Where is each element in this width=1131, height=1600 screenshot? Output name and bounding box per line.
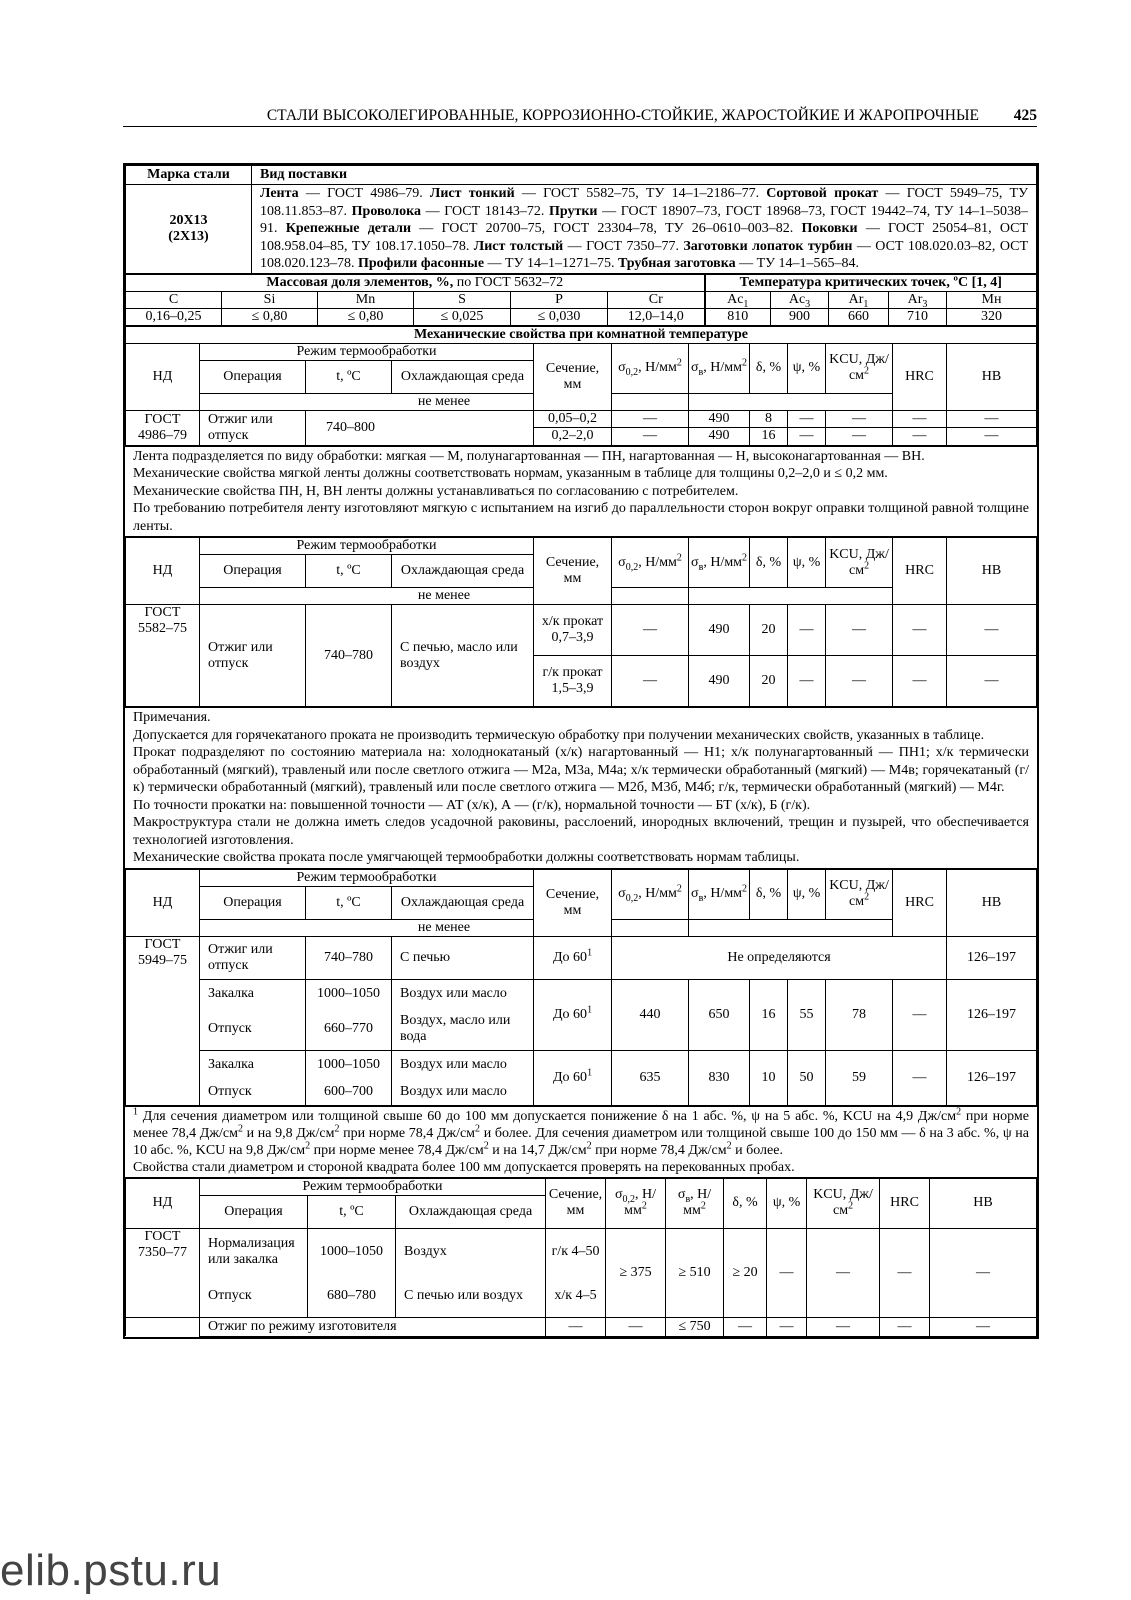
element-value: ≤ 0,030 [511, 308, 608, 325]
medium-header: Охлаждающая среда [392, 886, 534, 919]
table-cell: 126–197 [947, 1050, 1037, 1105]
table-cell: — [947, 410, 1037, 428]
table-cell: 126–197 [947, 936, 1037, 979]
table-cell: 59 [826, 1050, 893, 1105]
nd-header: НД [126, 1178, 200, 1228]
grade-label: Марка стали [126, 166, 252, 185]
table-cell: х/к прокат 0,7–3,9 [534, 605, 612, 656]
table-cell: 740–780 [306, 936, 392, 979]
regime-header: Режим термообработки [200, 538, 534, 555]
table-cell: 830 [689, 1050, 750, 1105]
table-cell: Воздух или масло [392, 1050, 534, 1079]
table-cell: — [826, 605, 893, 656]
critical-point: $Ac_1$ [705, 291, 771, 308]
table-cell: по ГОСТ 5632–72 [453, 274, 564, 290]
table-cell: — [947, 428, 1037, 446]
hb-header: НВ [947, 343, 1037, 410]
note-paragraph: $^1$ Для сечения диаметром или толщиной свыше 60 до 100 мм допускается понижение δ на 1 абс. %, ψ на 5 абс. %, KCU на 4,9 $Дж/см^2$ при норме менее 78,4 $Дж/см^2$ и на 9,8 $Дж/см^2$ при норме 78,4 $Дж/см^2$ и более. Для сечения диаметром или толщиной свыше 100 до 150 мм — δ на 3 абс. %, ψ на 10 абс. %, KCU на 9,8 $Дж/см^2$ при норме менее 78,4 $Дж/см^2$ и на 14,7 $Дж/см^2$ при норме 78,4 $Дж/см^2$ и более. [133, 1105, 1029, 1158]
hrc-header: HRC [893, 343, 947, 410]
table-cell: 490 [689, 656, 750, 707]
critical-point: $Ac_3$ [771, 291, 829, 308]
impact-header: KCU, $Дж/см^2$ [826, 538, 893, 588]
not-determined: Не определяются [612, 936, 947, 979]
table-cell: 8 [750, 410, 788, 428]
annealing-row-label: Отжиг по режиму изготовителя [200, 1317, 546, 1336]
hrc-header: HRC [893, 869, 947, 936]
mech-table-tape [125, 326, 1037, 446]
note-paragraph: Механические свойства проката после умягчающей термообработки должны соответствовать нормам таблицы. [133, 850, 800, 865]
section-header: Сечение, мм [534, 538, 612, 605]
tensile-header: $\sigma_в$, $Н/мм^2$ [689, 343, 750, 393]
note-paragraph: Механические свойства ПН, Н, ВН ленты должны устанавливаться по согласованию с потребителем. [133, 483, 739, 499]
table-cell: 20 [750, 605, 788, 656]
critical-value: 810 [705, 308, 771, 325]
table-cell: — [546, 1317, 606, 1336]
running-header [123, 104, 1037, 127]
table-cell: 490 [689, 428, 750, 446]
table-cell: До $60^1$ [534, 936, 612, 979]
critical-value: 320 [947, 308, 1037, 325]
table-cell: Воздух [396, 1228, 546, 1275]
table-cell: До $60^1$ [534, 1050, 612, 1105]
table-cell: 490 [689, 410, 750, 428]
note-paragraph: Примечания. [133, 710, 211, 725]
yield-header: $\sigma_{0,2}$, $Н/мм^2$ [612, 343, 689, 393]
table-cell: — [893, 428, 947, 446]
table-cell: — [788, 410, 826, 428]
table-cell: — [826, 656, 893, 707]
supply-table [125, 165, 1037, 274]
note-paragraph: Свойства стали диаметром и стороной квадрата более 100 мм допускается проверять на перекованных пробах. [133, 1159, 795, 1175]
reduction-header: ψ, % [788, 343, 826, 393]
composition-table [125, 274, 1037, 326]
table-cell: Отпуск [200, 1275, 308, 1318]
temp-header: t, ºС [306, 555, 392, 588]
watermark: elib.pstu.ru [0, 1546, 222, 1595]
table-cell: — [880, 1228, 930, 1317]
temp-header: t, ºС [308, 1195, 396, 1228]
operation-header: Операция [200, 555, 306, 588]
tensile-header: $\sigma_в$, $Н/мм^2$ [689, 538, 750, 588]
table-cell: Отпуск [200, 1079, 306, 1106]
tape-notes [125, 446, 1037, 538]
nd-cell: ГОСТ 7350–77 [126, 1228, 200, 1317]
table-cell: — [947, 605, 1037, 656]
element-Si: Si [222, 291, 318, 308]
table-cell: До $60^1$ [534, 979, 612, 1050]
critical-point: $Ar_3$ [889, 291, 947, 308]
grade-alt-code: (2Х13) [168, 228, 209, 244]
element-P: P [511, 291, 608, 308]
table-cell: — [893, 1050, 947, 1105]
nd-header: НД [126, 538, 200, 605]
section-header: Сечение, мм [546, 1178, 606, 1228]
grade-name [126, 185, 252, 274]
empty-cell [126, 1317, 200, 1336]
table-cell: — [612, 656, 689, 707]
table-cell: 490 [689, 605, 750, 656]
table-cell: 600–700 [306, 1079, 392, 1106]
composition-elements-row [126, 291, 1037, 308]
mech-table-thin-sheet [125, 537, 1037, 707]
operation-header: Операция [200, 360, 306, 393]
mech-title: Механические свойства при комнатной температуре [126, 326, 1037, 343]
page-number: 425 [1013, 107, 1037, 124]
critical-value: 710 [889, 308, 947, 325]
note-paragraph: Лента подразделяется по виду обработки: мягкая — М, полунагартованная — ПН, нагартованная — Н, высоконагартованная — ВН. [133, 448, 925, 464]
table-cell: 1000–1050 [306, 1050, 392, 1079]
table-cell: — [930, 1228, 1037, 1317]
yield-header: $\sigma_{0,2}$, $Н/мм^2$ [606, 1178, 666, 1228]
table-cell: — [724, 1317, 767, 1336]
element-C: C [126, 291, 222, 308]
temperature-cell: 740–780 [306, 605, 392, 707]
table-cell: С печью [392, 936, 534, 979]
table-cell: — [893, 656, 947, 707]
min-header: не менее [200, 919, 689, 936]
nd-cell: ГОСТ 5949–75 [126, 936, 200, 1105]
regime-header: Режим термообработки [200, 343, 534, 360]
operation-header: Операция [200, 1195, 308, 1228]
note-paragraph: Допускается для горячекатаного проката не производить термическую обработку при получении механических свойств, указанных в таблице. [133, 727, 985, 743]
element-value: ≤ 0,80 [318, 308, 414, 325]
table-cell: Закалка [200, 1050, 306, 1079]
table-cell: 635 [612, 1050, 689, 1105]
mech-table-thick-sheet [125, 1178, 1037, 1337]
operation-cell: Отжиг или отпуск [200, 410, 306, 445]
table-cell: — [807, 1317, 880, 1336]
table-cell: — [893, 410, 947, 428]
regime-header: Режим термообработки [200, 1178, 546, 1195]
table-cell: 650 [689, 979, 750, 1050]
table-cell: Отжиг или отпуск [200, 936, 306, 979]
elongation-header: δ, % [750, 538, 788, 588]
min-header: не менее [200, 588, 689, 605]
table-cell: — [767, 1317, 807, 1336]
table-cell: ≥ 375 [606, 1228, 666, 1317]
reduction-header: ψ, % [788, 538, 826, 588]
elongation-header: δ, % [750, 343, 788, 393]
section-header: Сечение, мм [534, 343, 612, 410]
impact-header: KCU, $Дж/см^2$ [826, 869, 893, 919]
table-cell: Воздух, масло или вода [392, 1008, 534, 1051]
table-cell: Отпуск [200, 1008, 306, 1051]
table-cell: — [612, 605, 689, 656]
note-paragraph: Макроструктура стали не должна иметь следов усадочной раковины, расслоений, инородных включений, трещин и пузырей, что обеспечивается технологией изготовления. [133, 815, 1029, 848]
nd-header: НД [126, 869, 200, 936]
thin-sheet-notes [125, 707, 1037, 869]
hrc-header: HRC [893, 538, 947, 605]
section-notes [125, 1106, 1037, 1178]
grade-code: 20Х13 [169, 212, 208, 228]
element-value: 12,0–14,0 [608, 308, 705, 325]
element-value: ≤ 0,80 [222, 308, 318, 325]
critical-title: Температура критических точек, ºС [1, 4] [705, 274, 1037, 291]
regime-header: Режим термообработки [200, 869, 534, 886]
table-cell: 50 [788, 1050, 826, 1105]
element-value: 0,16–0,25 [126, 308, 222, 325]
table-cell: — [788, 656, 826, 707]
running-title: СТАЛИ ВЫСОКОЛЕГИРОВАННЫЕ, КОРРОЗИОННО-СТОЙКИЕ, ЖАРОСТОЙКИЕ И ЖАРОПРОЧНЫЕ [266, 107, 979, 124]
table-cell: 126–197 [947, 979, 1037, 1050]
table-cell: — [807, 1228, 880, 1317]
min-header: не менее [200, 393, 689, 410]
elongation-header: δ, % [750, 869, 788, 919]
table-cell: 16 [750, 979, 788, 1050]
element-S: S [414, 291, 511, 308]
table-cell: г/к прокат 1,5–3,9 [534, 656, 612, 707]
hb-header: НВ [930, 1178, 1037, 1228]
temperature-cell: 740–800 [306, 410, 534, 445]
critical-point: $Ar_1$ [829, 291, 889, 308]
element-Cr: Cr [608, 291, 705, 308]
t1-r0: 0,05–0,2 [534, 410, 612, 428]
yield-header: $\sigma_{0,2}$, $Н/мм^2$ [612, 538, 689, 588]
supply-text: Лента — ГОСТ 4986–79. Лист тонкий — ГОСТ 5582–75, ТУ 14–1–2186–77. Сортовой прокат — ГОСТ 5949–75, ТУ 108.11.853–87. Проволока — ГОСТ 18143–72. Прутки — ГОСТ 18907–73, ГОСТ 18968–73, ГОСТ 19442–74, ТУ 14–1–5038–91. Крепежные детали — ГОСТ 20700–75, ГОСТ 23304–78, ТУ 26–0610–003–82. Поковки — ГОСТ 25054–81, ОСТ 108.958.04–85, ТУ 108.17.1050–78. Лист толстый — ГОСТ 7350–77. Заготовки лопаток турбин — ОСТ 108.020.03–82, ОСТ 108.020.123–78. Профили фасонные — ТУ 14–1–1271–75. Трубная заготовка — ТУ 14–1–565–84. [252, 185, 1037, 274]
critical-point: Мн [947, 291, 1037, 308]
nd-cell: ГОСТ 5582–75 [126, 605, 200, 707]
table-cell: — [612, 410, 689, 428]
table-cell: 1000–1050 [306, 979, 392, 1008]
table-cell: — [612, 428, 689, 446]
table-cell: ≥ 510 [666, 1228, 724, 1317]
table-cell: — [826, 428, 893, 446]
composition-values-row [126, 308, 1037, 325]
yield-header: $\sigma_{0,2}$, $Н/мм^2$ [612, 869, 689, 919]
table-cell: — [788, 605, 826, 656]
table-cell: ≥ 20 [724, 1228, 767, 1317]
table-cell: 20 [750, 656, 788, 707]
tensile-header: $\sigma_в$, $Н/мм^2$ [689, 869, 750, 919]
medium-header: Охлаждающая среда [396, 1195, 546, 1228]
hb-header: НВ [947, 538, 1037, 605]
table-cell: х/к 4–5 [546, 1275, 606, 1318]
table-cell: — [767, 1228, 807, 1317]
hrc-header: HRC [880, 1178, 930, 1228]
note-paragraph: Прокат подразделяют по состоянию материала на: холоднокатаный (х/к) нагартованный — Н1; х/к полунагартованный — ПН1; х/к термически обработанный (мягкий), травленый или после светлого отжига — М2а, М3а, М4а; х/к термически обработанный (мягкий) — М4в; горячекатаный (г/к) термически обработанный (мягкий), травленый или после светлого отжига — М2б, М3б, М4б; г/к, термически обработанный (мягкий) — М4г. [133, 745, 1029, 795]
table-cell: — [606, 1317, 666, 1336]
table-cell: 55 [788, 979, 826, 1050]
table-cell: — [930, 1317, 1037, 1336]
table-cell: 440 [612, 979, 689, 1050]
medium-header: Охлаждающая среда [392, 360, 534, 393]
nd-cell: ГОСТ 4986–79 [126, 410, 200, 445]
temp-header: t, ºС [306, 886, 392, 919]
mech-table-section [125, 869, 1037, 1106]
table-cell: Массовая доля элементов, %, [266, 274, 454, 290]
table-cell: Закалка [200, 979, 306, 1008]
reduction-header: ψ, % [767, 1178, 807, 1228]
note-paragraph: По точности прокатки на: повышенной точности — АТ (х/к), А — (г/к), нормальной точности — БТ (х/к), Б (г/к). [133, 797, 811, 813]
critical-value: 660 [829, 308, 889, 325]
table-cell: 10 [750, 1050, 788, 1105]
temp-header: t, ºС [306, 360, 392, 393]
impact-header: KCU, $Дж/см^2$ [807, 1178, 880, 1228]
composition-title [126, 274, 705, 291]
table-cell: 660–770 [306, 1008, 392, 1051]
elongation-header: δ, % [724, 1178, 767, 1228]
nd-header: НД [126, 343, 200, 410]
note-paragraph: Механические свойства мягкой ленты должны соответствовать нормам, указанным в таблице для толщины 0,2–2,0 и ≤ 0,2 мм. [133, 466, 888, 481]
table-cell: 680–780 [308, 1275, 396, 1318]
table-cell: г/к 4–50 [546, 1228, 606, 1275]
medium-header: Охлаждающая среда [392, 555, 534, 588]
table-cell: — [947, 656, 1037, 707]
element-value: ≤ 0,025 [414, 308, 511, 325]
element-Mn: Mn [318, 291, 414, 308]
table-cell: Воздух или масло [392, 1079, 534, 1106]
table-cell: 16 [750, 428, 788, 446]
table-cell: 78 [826, 979, 893, 1050]
table-cell: — [826, 410, 893, 428]
table-cell: Воздух или масло [392, 979, 534, 1008]
table-cell: — [880, 1317, 930, 1336]
supply-label: Вид поставки [252, 166, 1037, 185]
table-cell: 1000–1050 [308, 1228, 396, 1275]
operation-header: Операция [200, 886, 306, 919]
table-cell: — [893, 979, 947, 1050]
impact-header: KCU, $Дж/см^2$ [826, 343, 893, 393]
table-cell: ≤ 750 [666, 1317, 724, 1336]
medium-cell: С печью, масло или воздух [392, 605, 534, 707]
table-cell: — [788, 428, 826, 446]
t1-r1: 0,2–2,0 [534, 428, 612, 446]
reduction-header: ψ, % [788, 869, 826, 919]
table-cell: Нормализация или закалка [200, 1228, 308, 1275]
hb-header: НВ [947, 869, 1037, 936]
table-cell: С печью или воздух [396, 1275, 546, 1318]
tensile-header: $\sigma_в$, $Н/мм^2$ [666, 1178, 724, 1228]
critical-value: 900 [771, 308, 829, 325]
operation-cell: Отжиг или отпуск [200, 605, 306, 707]
section-header: Сечение, мм [534, 869, 612, 936]
table-cell: — [893, 605, 947, 656]
steel-card [123, 163, 1039, 1339]
note-paragraph: По требованию потребителя ленту изготовляют мягкую с испытанием на изгиб до параллельности сторон вокруг оправки толщиной равной толщине ленты. [133, 501, 1029, 534]
